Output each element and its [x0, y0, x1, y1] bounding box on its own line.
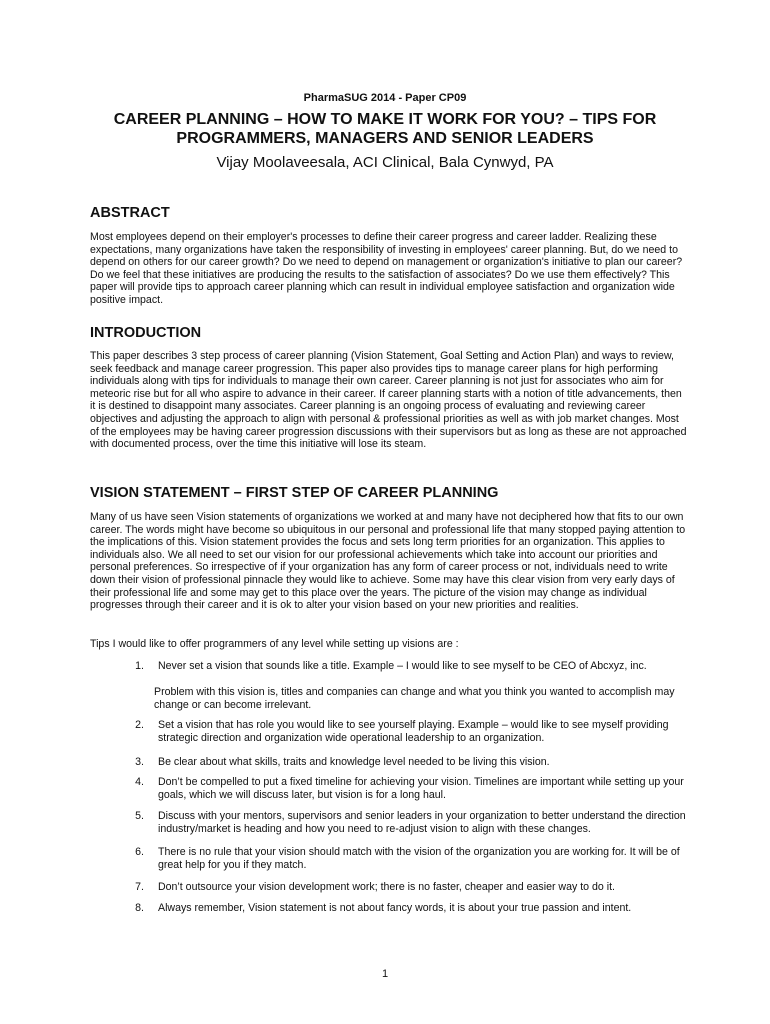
introduction-text: This paper describes 3 step process of career planning (Vision Statement, Goal Setting and Action Plan) and ways to review, seek feedback and manage career progression. This paper also provides tips to manage career plans for high performing individuals along with tips for individuals to manage their own career. Career planning is not just for associates who aim for meteoric rise but for all who aspire to advance in their career. If career planning starts with a notion of title advancements, then it is destined to disappoint many associates. Career planning is an ongoing process of evaluating and reviewing career objectives and adjusting the approach to align with personal & professional priorities as well as with job market changes. Most of the employees may be having career progression discussions with their supervisors but as long as these are not approached with documented process, over the time this initiative will lose its steam. — [90, 350, 687, 451]
paper-title — [60, 110, 710, 148]
paper-title-line-1: CAREER PLANNING – HOW TO MAKE IT WORK FOR YOU? – TIPS FOR — [113, 111, 657, 128]
abstract-heading: ABSTRACT — [90, 205, 170, 221]
tip-text: Always remember, Vision statement is not about fancy words, it is about your true passion and intent. — [158, 902, 632, 914]
tip-text: Don’t outsource your vision development work; there is no faster, cheaper and easier way to do it. — [158, 881, 615, 893]
abstract-text: Most employees depend on their employer's processes to define their career progress and career ladder. Realizing these expectations, many organizations have taken the responsibility of investing in employees' career planning. But, do we need to depend on others for our career growth? Do we need to depend on management or organization's initiative to plan our career? Do we feel that these initiatives are producing the results to the satisfaction of associates? Do we use them effectively? This paper will provide tips to approach career planning which can result in individual employee satisfaction and organization wide positive impact. — [90, 231, 683, 306]
vision-text: Many of us have seen Vision statements of organizations we worked at and many have not deciphered how that fits to our own career. The words might have become so ubiquitous in our personal and professional life that many stopped paying attention to the implications of this. Vision statement provides the focus and sets long term priorities for an organization. This applies to individuals also. We all need to set our vision for our professional achievements which take into account our priorities and personal preferences. So irrespective of if your organization has any form of career process or not, individuals need to write down their vision of professional pinnacle they would like to achieve. Some may have this clear vision from very early days of their professional life and some may get to this place over the years. The picture of the vision may change as individual progresses through their career and it is ok to alter your vision based on your new priorities and realities. — [90, 511, 686, 612]
tip-number: 8. — [135, 902, 144, 914]
tip-text: Set a vision that has role you would like to see yourself playing. Example – would like to see myself providing strategic direction and organization wide operational leadership to an organization. — [158, 719, 669, 744]
tip-number: 6. — [135, 846, 144, 858]
tip-number: 3. — [135, 756, 144, 768]
tip-text: Discuss with your mentors, supervisors and senior leaders in your organization to better understand the direction industry/market is heading and how you need to re-adjust vision to align with these changes. — [158, 810, 686, 835]
tip-number: 2. — [135, 719, 144, 731]
author-line: Vijay Moolaveesala, ACI Clinical, Bala Cynwyd, PA — [216, 154, 554, 171]
tips-intro: Tips I would like to offer programmers of any level while setting up visions are : — [90, 638, 459, 650]
vision-heading: VISION STATEMENT – FIRST STEP OF CAREER PLANNING — [90, 485, 499, 501]
tip-text: There is no rule that your vision should match with the vision of the organization you are working for. It will be of great help for you if they match. — [158, 846, 680, 871]
tip-text: Don’t be compelled to put a fixed timeline for achieving your vision. Timelines are important while setting up your goals, which we will discuss later, but vision is for a long haul. — [158, 776, 684, 801]
tip-number: 5. — [135, 810, 144, 822]
introduction-heading: INTRODUCTION — [90, 325, 202, 341]
tip-number: 7. — [135, 881, 144, 893]
tip-1-note: Problem with this vision is, titles and companies can change and what you think you wanted to accomplish may change or can become irrelevant. — [154, 686, 675, 711]
tip-text: Be clear about what skills, traits and knowledge level needed to be living this vision. — [158, 756, 550, 768]
tip-number: 4. — [135, 776, 144, 788]
tip-number: 1. — [135, 660, 144, 672]
conference-label: PharmaSUG 2014 - Paper CP09 — [303, 92, 467, 104]
tip-text: Never set a vision that sounds like a title. Example – I would like to see myself to be CEO of Abcxyz, inc. — [158, 660, 647, 672]
page-number: 1 — [381, 968, 389, 980]
paper-title-line-2: PROGRAMMERS, MANAGERS AND SENIOR LEADERS — [176, 130, 594, 147]
